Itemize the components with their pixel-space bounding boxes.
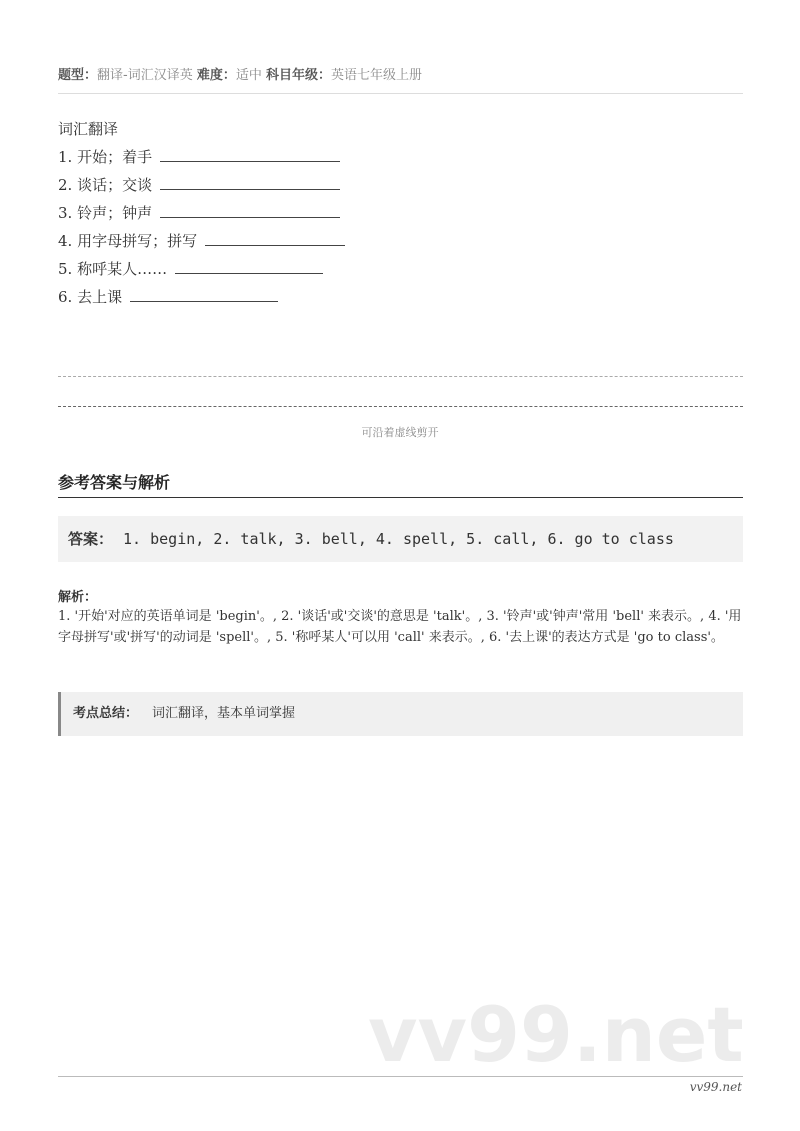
divider	[58, 1076, 743, 1077]
divider	[58, 93, 743, 94]
question-item: 3. 铃声；钟声	[58, 199, 345, 227]
answer-heading: 参考答案与解析	[58, 473, 171, 492]
summary-text: 词汇翻译，基本单词掌握	[152, 706, 296, 721]
question-block	[58, 115, 345, 311]
subject-value: 英语七年级上册	[331, 68, 423, 83]
answer-box	[58, 516, 743, 562]
cut-line	[58, 406, 743, 407]
question-item: 6. 去上课	[58, 283, 345, 311]
difficulty-label: 难度：	[196, 68, 236, 83]
question-item: 2. 谈话；交谈	[58, 171, 345, 199]
question-title: 词汇翻译	[58, 120, 119, 138]
type-label: 题型：	[58, 68, 98, 83]
difficulty-value: 适中	[235, 68, 262, 83]
summary-label: 考点总结：	[73, 706, 139, 721]
answer-text: 1. begin, 2. talk, 3. bell, 4. spell, 5. call, 6. go to class	[123, 530, 674, 548]
watermark: vv99.net	[368, 990, 744, 1079]
divider	[58, 497, 743, 498]
type-value: 翻译-词汇汉译英	[97, 68, 193, 83]
footer-site: vv99.net	[689, 1080, 742, 1094]
summary-box	[58, 692, 743, 736]
answer-label: 答案：	[68, 530, 114, 548]
cut-line	[58, 376, 743, 377]
cut-hint: 可沿着虚线剪开	[361, 426, 439, 439]
subject-label: 科目年级：	[266, 68, 332, 83]
analysis-text: 1. '开始'对应的英语单词是 'begin'。, 2. '谈话'或'交谈'的意思是 'talk'。, 3. '铃声'或'钟声'常用 'bell' 来表示。, 4. '用字母拼写'或'拼写'的动词是 'spell'。, 5. '称呼某人'可以用 'call' 来表示。, 6. '去上课'的表达方式是 'go to class'。	[58, 609, 742, 645]
question-item: 4. 用字母拼写；拼写	[58, 227, 345, 255]
analysis-label: 解析：	[58, 590, 98, 605]
question-item: 1. 开始；着手	[58, 143, 345, 171]
question-item: 5. 称呼某人……	[58, 255, 345, 283]
question-meta	[58, 64, 422, 83]
